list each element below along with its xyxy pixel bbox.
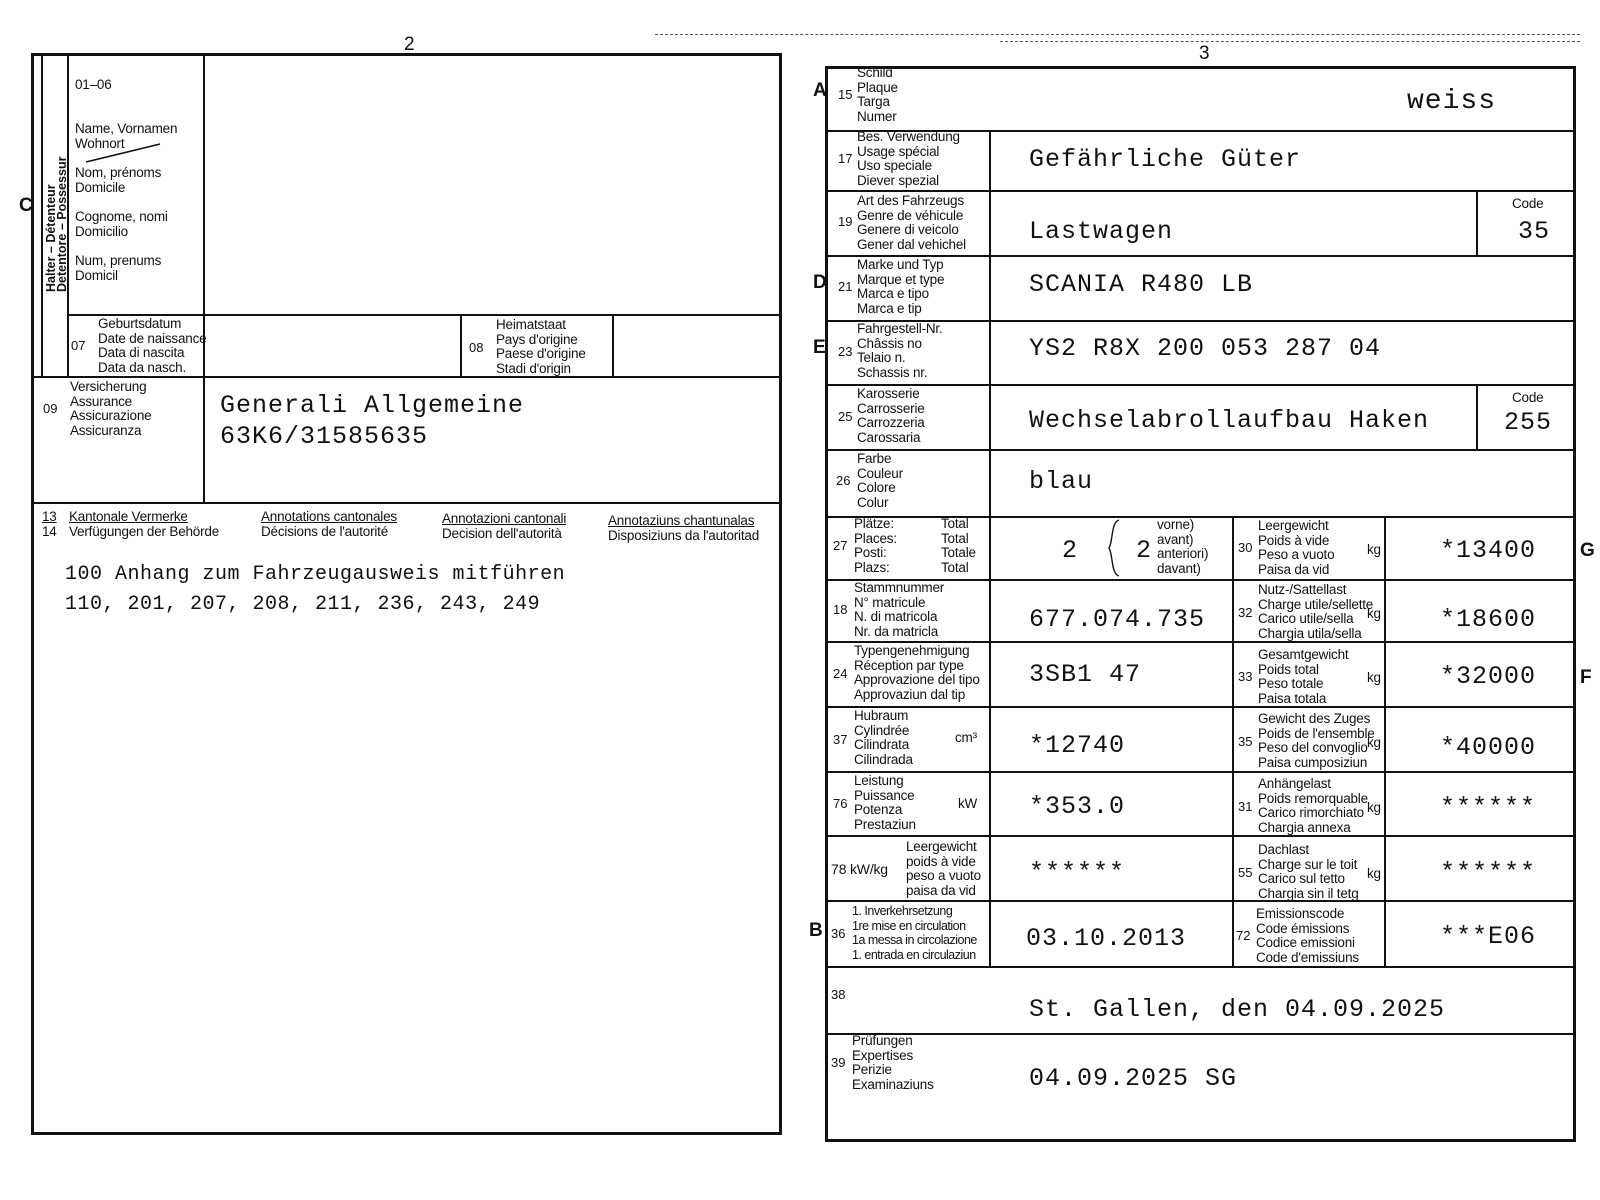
- vehicle-type-code-label: Code: [1512, 196, 1544, 211]
- empty-weight-label-fr: Poids à vide: [1258, 532, 1330, 548]
- birthdate-labels: [98, 317, 206, 375]
- holder-vertical-label-2: Detentore – Possessur: [55, 156, 69, 292]
- empty-weight-value: *13400: [1440, 536, 1537, 565]
- train-weight-label-fr: Poids de l'ensemble: [1258, 725, 1375, 741]
- holder-labels-rm: [75, 254, 161, 283]
- roof-load-label-fr: Charge sur le toit: [1258, 856, 1358, 872]
- special-use-label-it: Uso speciale: [857, 158, 932, 173]
- row-line-76: [827, 835, 1573, 837]
- body-labels: [857, 387, 925, 445]
- type-approval-label-it: Approvazione del tipo: [854, 672, 980, 687]
- chassis-label-it: Telaio n.: [857, 350, 906, 365]
- annotations-number-13: 13: [42, 509, 57, 524]
- make-model-value: SCANIA R480 LB: [1029, 270, 1254, 299]
- mid-column-divider: [1232, 516, 1234, 966]
- seats-total-value: 2: [1062, 536, 1079, 565]
- total-weight-number: 33: [1238, 669, 1253, 684]
- payload-labels: [1258, 583, 1373, 641]
- color-label-it: Colore: [857, 480, 896, 495]
- holder-label-residence-de: Wohnort: [75, 135, 125, 151]
- payload-number: 32: [1238, 605, 1253, 620]
- annotations-title-fr: Annotations cantonales: [261, 509, 397, 524]
- master-number-label-fr: N° matricule: [854, 594, 926, 610]
- trailer-load-number: 31: [1238, 799, 1253, 814]
- roof-load-labels: [1258, 843, 1359, 901]
- home-state-label-rm: Stadi d'origin: [496, 360, 571, 376]
- train-weight-labels: [1258, 712, 1375, 770]
- holder-label-residence-it: Domicilio: [75, 223, 128, 239]
- annotations-col-it: [442, 512, 566, 541]
- vehicle-type-label-fr: Genre de véhicule: [857, 207, 964, 223]
- emission-code-label-de: Emissionscode: [1256, 906, 1345, 921]
- seats-front-labels: [1157, 518, 1208, 576]
- train-weight-label-it: Peso del convoglio: [1258, 740, 1368, 755]
- roof-load-value: ******: [1440, 858, 1537, 887]
- home-state-label-de: Heimatstaat: [496, 317, 566, 332]
- kw-kg-label-rm: paisa da vid: [906, 882, 976, 898]
- body-label-de: Karosserie: [857, 386, 920, 401]
- first-registration-label-it: 1a messa in circolazione: [852, 933, 977, 947]
- annotations-sub-de: Verfügungen der Behörde: [69, 523, 220, 539]
- inspections-labels: [852, 1034, 934, 1092]
- seats-front-value: 2: [1136, 536, 1153, 565]
- trailer-load-labels: [1258, 777, 1368, 835]
- row-line-38: [827, 1033, 1573, 1035]
- type-approval-label-fr: Réception par type: [854, 657, 964, 673]
- holder-labels-fr: [75, 166, 161, 195]
- place-date-number: 38: [831, 987, 846, 1002]
- emission-code-label-fr: Code émissions: [1256, 920, 1350, 936]
- seats-front-it: anteriori): [1157, 546, 1209, 561]
- birthdate-label-rm: Data da nasch.: [98, 359, 187, 375]
- insurance-company: Generali Allgemeine: [220, 391, 525, 420]
- left-insurance-bottom-line: [34, 502, 780, 504]
- make-model-label-rm: Marca e tip: [857, 300, 922, 316]
- annotation-line-2: 110, 201, 207, 208, 211, 236, 243, 249: [65, 593, 541, 616]
- insurance-number: 09: [43, 401, 58, 416]
- seats-label-fr: Places:: [854, 530, 897, 546]
- vehicle-type-label-rm: Gener dal vehichel: [857, 236, 966, 252]
- plate-label-de: Schild: [857, 65, 893, 80]
- seats-front-rm: davant): [1157, 560, 1201, 576]
- vehicle-type-labels: [857, 194, 966, 252]
- scan-edge-line: [655, 34, 1580, 35]
- total-weight-labels: [1258, 648, 1348, 706]
- seats-labels: [854, 517, 897, 575]
- inspections-label-de: Prüfungen: [852, 1033, 913, 1048]
- plate-color-value: weiss: [1407, 86, 1497, 117]
- margin-marker-g: G: [1580, 540, 1595, 561]
- seats-total-labels: [941, 517, 976, 575]
- row-line-23: [827, 384, 1573, 386]
- annotations-sub-fr: Décisions de l'autorité: [261, 523, 389, 539]
- home-state-label-it: Paese d'origine: [496, 346, 586, 361]
- type-approval-label-de: Typengenehmigung: [854, 643, 970, 658]
- empty-weight-label-de: Leergewicht: [1258, 518, 1329, 533]
- vehicle-type-value: Lastwagen: [1029, 217, 1174, 246]
- body-code: 255: [1504, 408, 1553, 437]
- make-model-label-fr: Marque et type: [857, 271, 945, 287]
- color-value: blau: [1029, 467, 1094, 496]
- row-line-37: [827, 771, 1573, 773]
- special-use-labels: [857, 130, 960, 188]
- master-number-label-it: N. di matricola: [854, 609, 938, 624]
- empty-weight-number: 30: [1238, 540, 1253, 555]
- body-label-it: Carrozzeria: [857, 415, 925, 430]
- empty-weight-label-it: Peso a vuoto: [1258, 547, 1335, 562]
- row-line-25: [827, 449, 1573, 451]
- row-line-24: [827, 706, 1573, 708]
- master-number-label-rm: Nr. da matricla: [854, 623, 939, 639]
- kw-kg-unit: kW/kg: [850, 861, 888, 877]
- special-use-label-fr: Usage spécial: [857, 143, 940, 159]
- master-number-number: 18: [833, 602, 848, 617]
- payload-label-it: Carico utile/sella: [1258, 611, 1354, 626]
- chassis-label-rm: Schassis nr.: [857, 364, 928, 380]
- body-number: 25: [838, 409, 853, 424]
- seats-label-de: Plätze:: [854, 516, 894, 531]
- plate-number: 15: [838, 87, 853, 102]
- left-birth-value-divider: [460, 314, 462, 376]
- roof-load-label-de: Dachlast: [1258, 842, 1309, 857]
- displacement-labels: [854, 709, 913, 767]
- vehicle-type-label-de: Art des Fahrzeugs: [857, 193, 964, 208]
- kw-kg-label-de: Leergewicht: [906, 839, 977, 854]
- birthdate-label-it: Data di nascita: [98, 345, 185, 360]
- margin-marker-e: E: [813, 337, 826, 358]
- empty-weight-labels: [1258, 519, 1334, 577]
- margin-marker-a: A: [813, 80, 827, 101]
- special-use-value: Gefährliche Güter: [1029, 145, 1302, 174]
- displacement-value: *12740: [1029, 731, 1126, 760]
- body-code-label: Code: [1512, 390, 1544, 405]
- plate-label-fr: Plaque: [857, 79, 898, 95]
- margin-marker-c: C: [19, 195, 33, 216]
- train-weight-value: *40000: [1440, 733, 1537, 762]
- annotations-col-fr: [261, 510, 397, 539]
- displacement-label-it: Cilindrata: [854, 737, 910, 752]
- holder-code: 01–06: [75, 77, 112, 92]
- insurance-label-it: Assicurazione: [70, 408, 152, 423]
- payload-unit: kg: [1367, 606, 1381, 621]
- vehicle-type-code: 35: [1518, 217, 1551, 246]
- plate-label-it: Targa: [857, 94, 890, 109]
- special-use-label-rm: Diever spezial: [857, 172, 939, 188]
- inspections-number: 39: [831, 1055, 846, 1070]
- holder-label-name-fr: Nom, prénoms: [75, 165, 162, 180]
- make-model-labels: [857, 258, 944, 316]
- color-label-de: Farbe: [857, 451, 892, 466]
- displacement-label-de: Hubraum: [854, 708, 909, 723]
- roof-load-number: 55: [1238, 865, 1253, 880]
- total-weight-unit: kg: [1367, 670, 1381, 685]
- type-approval-labels: [854, 644, 980, 702]
- annotations-sub-it: Decision dell'autorità: [442, 525, 562, 541]
- emission-code-label-rm: Code d'emissiuns: [1256, 949, 1359, 965]
- payload-label-fr: Charge utile/sellette: [1258, 596, 1374, 612]
- body-label-fr: Carrosserie: [857, 400, 925, 416]
- train-weight-label-rm: Paisa cumposiziun: [1258, 754, 1368, 770]
- train-weight-unit: kg: [1367, 735, 1381, 750]
- home-state-number: 08: [469, 340, 484, 355]
- color-labels: [857, 452, 903, 510]
- chassis-labels: [857, 322, 943, 380]
- holder-label-name-de: Name, Vornamen: [75, 121, 178, 136]
- total-weight-label-de: Gesamtgewicht: [1258, 647, 1349, 662]
- annotations-sub-rm: Disposiziuns da l'autoritad: [608, 527, 760, 543]
- row-line-36: [827, 966, 1573, 968]
- birthdate-label-fr: Date de naissance: [98, 330, 207, 346]
- margin-marker-d: D: [813, 272, 827, 293]
- train-weight-number: 35: [1238, 734, 1253, 749]
- make-model-number: 21: [838, 279, 853, 294]
- displacement-number: 37: [833, 732, 848, 747]
- insurance-labels: [70, 380, 151, 438]
- roof-load-label-it: Carico sul tetto: [1258, 871, 1345, 886]
- chassis-label-de: Fahrgestell-Nr.: [857, 321, 943, 336]
- left-holder-value-line: [203, 55, 205, 314]
- inspections-value: 04.09.2025 SG: [1029, 1064, 1238, 1093]
- left-holder-strip-line: [41, 55, 43, 376]
- power-label-fr: Puissance: [854, 787, 915, 803]
- code-divider-19: [1476, 190, 1478, 255]
- left-birth-bottom-line: [34, 376, 780, 378]
- annotations-title-de: Kantonale Vermerke: [69, 509, 188, 524]
- holder-label-residence-rm: Domicil: [75, 267, 118, 283]
- home-state-labels: [496, 318, 586, 376]
- payload-label-de: Nutz-/Sattellast: [1258, 582, 1347, 597]
- code-divider-25: [1476, 384, 1478, 449]
- holder-label-name-it: Cognome, nomi: [75, 209, 168, 224]
- chassis-value: YS2 R8X 200 053 287 04: [1029, 334, 1382, 363]
- home-state-label-fr: Pays d'origine: [496, 331, 578, 347]
- birthdate-label-de: Geburtsdatum: [98, 316, 182, 331]
- page-number-right: 3: [1199, 43, 1210, 64]
- trailer-load-value: ******: [1440, 793, 1537, 822]
- emission-code-value: ***E06: [1440, 922, 1537, 951]
- margin-marker-b: B: [809, 920, 823, 941]
- payload-label-rm: Chargia utila/sella: [1258, 625, 1362, 641]
- train-weight-label-de: Gewicht des Zuges: [1258, 711, 1371, 726]
- power-unit: kW: [958, 796, 978, 811]
- empty-weight-unit: kg: [1367, 542, 1381, 557]
- kw-kg-label-fr: poids à vide: [906, 853, 976, 869]
- master-number-labels: [854, 581, 944, 639]
- chassis-label-fr: Châssis no: [857, 335, 922, 351]
- power-label-rm: Prestaziun: [854, 816, 916, 832]
- scan-edge-line-2: [1000, 41, 1580, 42]
- annotations-title-rm: Annotaziuns chantunalas: [608, 513, 755, 528]
- inspections-label-rm: Examinaziuns: [852, 1076, 934, 1092]
- annotations-col-de: [69, 510, 219, 539]
- empty-weight-label-rm: Paisa da vid: [1258, 561, 1330, 577]
- inspections-label-it: Perizie: [852, 1062, 892, 1077]
- total-weight-label-fr: Poids total: [1258, 661, 1319, 677]
- type-approval-label-rm: Approvaziun dal tip: [854, 686, 966, 702]
- special-use-label-de: Bes. Verwendung: [857, 129, 960, 144]
- margin-marker-f: F: [1580, 667, 1592, 688]
- seats-label-it: Posti:: [854, 545, 887, 560]
- total-weight-value: *32000: [1440, 662, 1537, 691]
- annotations-title-it: Annotazioni cantonali: [442, 511, 567, 526]
- vehicle-type-number: 19: [838, 214, 853, 229]
- trailer-load-label-rm: Chargia annexa: [1258, 819, 1351, 835]
- trailer-load-label-it: Carico rimorchiato: [1258, 805, 1364, 820]
- plate-labels: [857, 66, 898, 124]
- kw-kg-labels: [906, 840, 981, 898]
- annotation-line-1: 100 Anhang zum Fahrzeugausweis mitführen: [65, 563, 566, 586]
- seats-total-fr: Total: [941, 530, 969, 546]
- color-label-fr: Couleur: [857, 465, 903, 481]
- emission-code-label-it: Codice emissioni: [1256, 935, 1355, 950]
- power-number: 76: [833, 796, 848, 811]
- roof-load-label-rm: Chargia sin il tetg: [1258, 885, 1359, 901]
- vehicle-type-label-it: Genere di veicolo: [857, 222, 959, 237]
- annotations-col-rm: [608, 514, 759, 543]
- handwritten-strike-mark: [84, 138, 164, 168]
- birthdate-number: 07: [71, 338, 86, 353]
- displacement-label-fr: Cylindrée: [854, 722, 910, 738]
- master-number-value: 677.074.735: [1029, 605, 1206, 634]
- trailer-load-unit: kg: [1367, 800, 1381, 815]
- make-model-label-it: Marca e tipo: [857, 286, 929, 301]
- left-origin-divider: [612, 314, 614, 376]
- seats-label-rm: Plazs:: [854, 559, 890, 575]
- power-labels: [854, 774, 916, 832]
- annotations-number-14: 14: [42, 524, 57, 539]
- color-number: 26: [836, 473, 851, 488]
- trailer-load-label-fr: Poids remorquable: [1258, 790, 1368, 806]
- kw-kg-value: ******: [1029, 858, 1126, 887]
- inspections-label-fr: Expertises: [852, 1047, 914, 1063]
- first-registration-value: 03.10.2013: [1026, 924, 1187, 953]
- seats-total-de: Total: [941, 516, 969, 531]
- holder-labels-it: [75, 210, 168, 239]
- seats-total-rm: Total: [941, 559, 969, 575]
- displacement-label-rm: Cilindrada: [854, 751, 913, 767]
- insurance-label-rm: Assicuranza: [70, 422, 142, 438]
- emission-code-number: 72: [1236, 928, 1251, 943]
- insurance-label-de: Versicherung: [70, 379, 147, 394]
- seats-total-it: Totale: [941, 545, 976, 560]
- total-weight-label-rm: Paisa totala: [1258, 690, 1327, 706]
- power-value: *353.0: [1029, 792, 1126, 821]
- seats-brace: [1105, 518, 1125, 578]
- chassis-number: 23: [838, 344, 853, 359]
- holder-label-name-rm: Num, prenums: [75, 253, 162, 268]
- label-value-divider: [989, 130, 991, 966]
- displacement-unit: cm³: [955, 730, 977, 745]
- master-number-label-de: Stammnummer: [854, 580, 945, 595]
- first-registration-number: 36: [831, 926, 846, 941]
- power-label-de: Leistung: [854, 773, 904, 788]
- type-approval-value: 3SB1 47: [1029, 660, 1142, 689]
- page-number-left: 2: [404, 34, 415, 55]
- make-model-label-de: Marke und Typ: [857, 257, 944, 272]
- kw-kg-number: 78: [831, 861, 847, 877]
- place-date-value: St. Gallen, den 04.09.2025: [1029, 995, 1446, 1024]
- roof-load-unit: kg: [1367, 866, 1381, 881]
- power-label-it: Potenza: [854, 802, 903, 817]
- first-registration-label-fr: 1re mise en circulation: [852, 918, 966, 933]
- seats-front-de: vorne): [1157, 517, 1195, 532]
- trailer-load-label-de: Anhängelast: [1258, 776, 1331, 791]
- first-registration-label-de: 1. Inverkehrsetzung: [852, 904, 953, 918]
- special-use-number: 17: [838, 151, 853, 166]
- seats-number: 27: [833, 538, 848, 553]
- payload-value: *18600: [1440, 605, 1537, 634]
- color-label-rm: Colur: [857, 494, 889, 510]
- insurance-policy-number: 63K6/31585635: [220, 422, 429, 451]
- row-line-17: [827, 190, 1573, 192]
- plate-label-rm: Numer: [857, 108, 897, 124]
- seats-front-fr: avant): [1157, 531, 1194, 547]
- type-approval-number: 24: [833, 666, 848, 681]
- first-registration-labels: [852, 904, 977, 962]
- kw-kg-label-it: peso a vuoto: [906, 868, 981, 883]
- insurance-label-fr: Assurance: [70, 393, 132, 409]
- left-insurance-divider: [203, 376, 205, 502]
- row-line-78: [827, 900, 1573, 902]
- first-registration-label-rm: 1. entrada en circulaziun: [852, 947, 976, 962]
- total-weight-label-it: Peso totale: [1258, 676, 1324, 691]
- right-value-divider: [1384, 516, 1386, 966]
- holder-vertical-label-1: Halter – Détenteur: [44, 184, 58, 292]
- body-value: Wechselabrollaufbau Haken: [1029, 406, 1430, 435]
- emission-code-labels: [1256, 907, 1359, 965]
- holder-label-residence-fr: Domicile: [75, 179, 126, 195]
- body-label-rm: Carossaria: [857, 429, 921, 445]
